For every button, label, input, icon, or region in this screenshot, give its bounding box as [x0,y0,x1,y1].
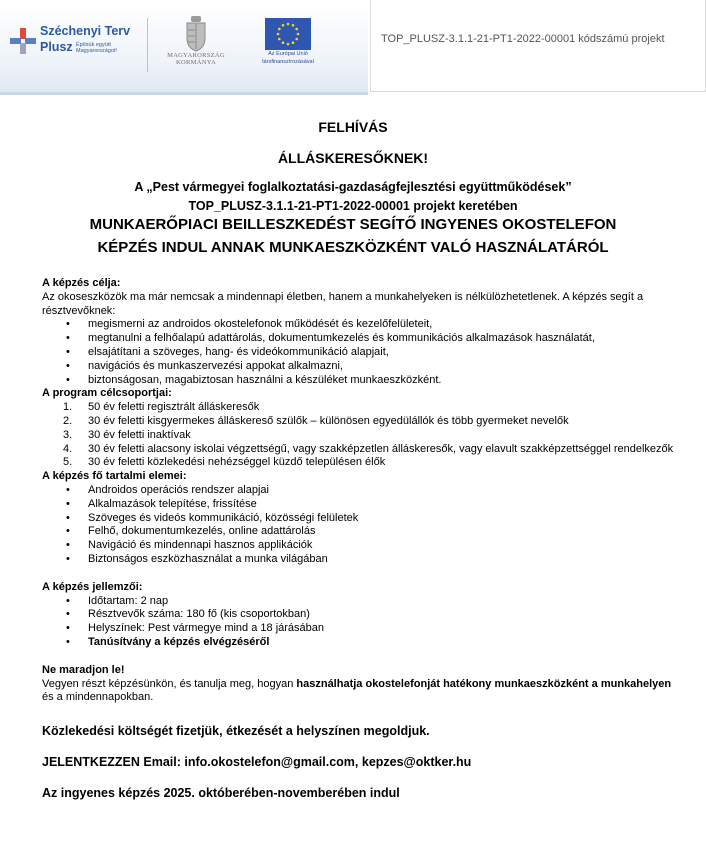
logo-band [0,0,368,95]
cta-text-after: és a mindennapokban. [42,691,154,704]
cta-text [42,678,682,706]
project-code: TOP_PLUSZ-3.1.1-21-PT1-2022-00001 kódszámú projekt [381,33,665,45]
szechenyi-plusz: Plusz [40,40,73,54]
heading-allaskeresoknek: ÁLLÁSKERESŐKNEK! [277,150,429,166]
document-body [42,277,682,801]
list-item: • Navigáció és mindennapi hasznos applikációk [42,539,682,553]
dates-line: Az ingyenes képzés 2025. októberében-novemberében indul [42,786,400,801]
kormany-line1: MAGYARORSZÁG [167,52,225,59]
szechenyi-title: Széchenyi Terv [40,24,131,38]
project-code-box [370,0,706,92]
list-item: • Alkalmazások telepítése, frissítése [42,498,682,512]
goal-list [42,318,682,387]
apply-line: JELENTKEZZEN Email: info.okostelefon@gmail.com, kepzes@oktker.hu [42,755,472,770]
cta-heading: Ne maradjon le! [42,663,125,676]
content-list [42,484,682,567]
cta-text-before: Vegyen részt képzésünkön, és tanulja meg, hogyan [42,677,297,690]
certificate-text: Tanúsítvány a képzés elvégzéséről [88,635,270,648]
main-title-line-2: KÉPZÉS INDUL ANNAK MUNKAESZKÖZKÉNT VALÓ HASZNÁLATÁRÓL [97,239,609,256]
list-number: 4. [63,442,73,455]
list-number: 1. [63,401,73,414]
list-item: • navigációs és munkaszervezési appokat alkalmazni, [42,360,682,374]
list-item: • Helyszínek: Pest vármegye mind a 18 járásában [42,622,682,636]
kormany-line2: KORMÁNYA [176,59,216,66]
szechenyi-tagline: Építsük együtt Magyarországot! [76,42,117,54]
list-number: 3. [63,428,73,441]
costs-line: Közlekedési költségét fizetjük, étkezését a helyszínen megoldjuk. [42,724,430,739]
main-title-line-1: MUNKAERŐPIACI BEILLESZKEDÉST SEGÍTŐ INGYENES OKOSTELEFON [89,216,617,233]
target-list [42,401,682,470]
list-item: • megismerni az androidos okostelefonok működését és kezelőfelületeit, [42,318,682,332]
intro-line-1: A „Pest vármegyei foglalkoztatási-gazdaságfejlesztési együttműködések” [134,180,572,194]
list-item: • Androidos operációs rendszer alapjai [42,484,682,498]
list-number: 5. [63,456,73,469]
eu-logo [252,18,324,76]
list-item [42,429,682,443]
list-item: • elsajátítani a szöveges, hang- és videókommunikáció alapjait, [42,346,682,360]
goal-text: Az okoseszközök ma már nemcsak a mindennapi életben, hanem a munkahelyeken is nélkülözhetetlenek. A képzés segít a résztvevőknek: [42,290,644,317]
list-text: 50 év feletti regisztrált álláskeresők [88,401,260,414]
features-list [42,595,682,650]
list-item [42,415,682,429]
list-item [42,636,682,650]
logo-divider [147,18,148,72]
goal-heading: A képzés célja: [42,277,121,289]
list-text: 30 év feletti alacsony iskolai végzettségű, vagy szakképzetlen álláskeresők, vagy elavult szakképzettséggel rendelkezők [88,442,674,455]
kormany-logo [160,16,232,76]
list-item [42,456,682,470]
eu-line1: Az Európai Unió [268,51,308,57]
szechenyi-cross-icon [10,28,36,54]
cta-text-bold: használhatja okostelefonját hatékony munkaeszközként a munkahelyen [296,677,672,690]
heading-felhivas: FELHÍVÁS [318,119,388,135]
features-heading: A képzés jellemzői: [42,580,143,593]
eu-line2: társfinanszírozásával [262,58,314,65]
intro-line-2: TOP_PLUSZ-3.1.1-21-PT1-2022-00001 projekt keretében [188,199,518,213]
list-item: • Időtartam: 2 nap [42,595,682,609]
list-text: 30 év feletti inaktívak [88,428,191,441]
coat-of-arms-icon [184,16,208,52]
list-item [42,443,682,457]
list-text: 30 év feletti kisgyermekes álláskereső szülők – különösen egyedülállók és több gyermeket nevelők [88,414,569,427]
szechenyi-terv-logo [10,22,150,66]
content-heading: A képzés fő tartalmi elemei: [42,470,187,483]
list-number: 2. [63,414,73,427]
eu-flag-icon [265,18,311,50]
list-item: • megtanulni a felhőalapú adattárolás, dokumentumkezelés és kommunikációs alkalmazások használatát, [42,332,682,346]
list-text: 30 év feletti közlekedési nehézséggel küzdő településen élők [88,456,386,469]
target-heading: A program célcsoportjai: [42,387,172,400]
list-item: • Szöveges és videós kommunikáció, közösségi felületek [42,512,682,526]
list-item: • biztonságosan, magabiztosan használni a készüléket munkaeszközként. [42,374,682,388]
list-item: • Felhő, dokumentumkezelés, online adattárolás [42,525,682,539]
list-item: • Biztonságos eszközhasználat a munka világában [42,553,682,567]
list-item: • Résztvevők száma: 180 fő (kis csoportokban) [42,608,682,622]
list-item [42,401,682,415]
